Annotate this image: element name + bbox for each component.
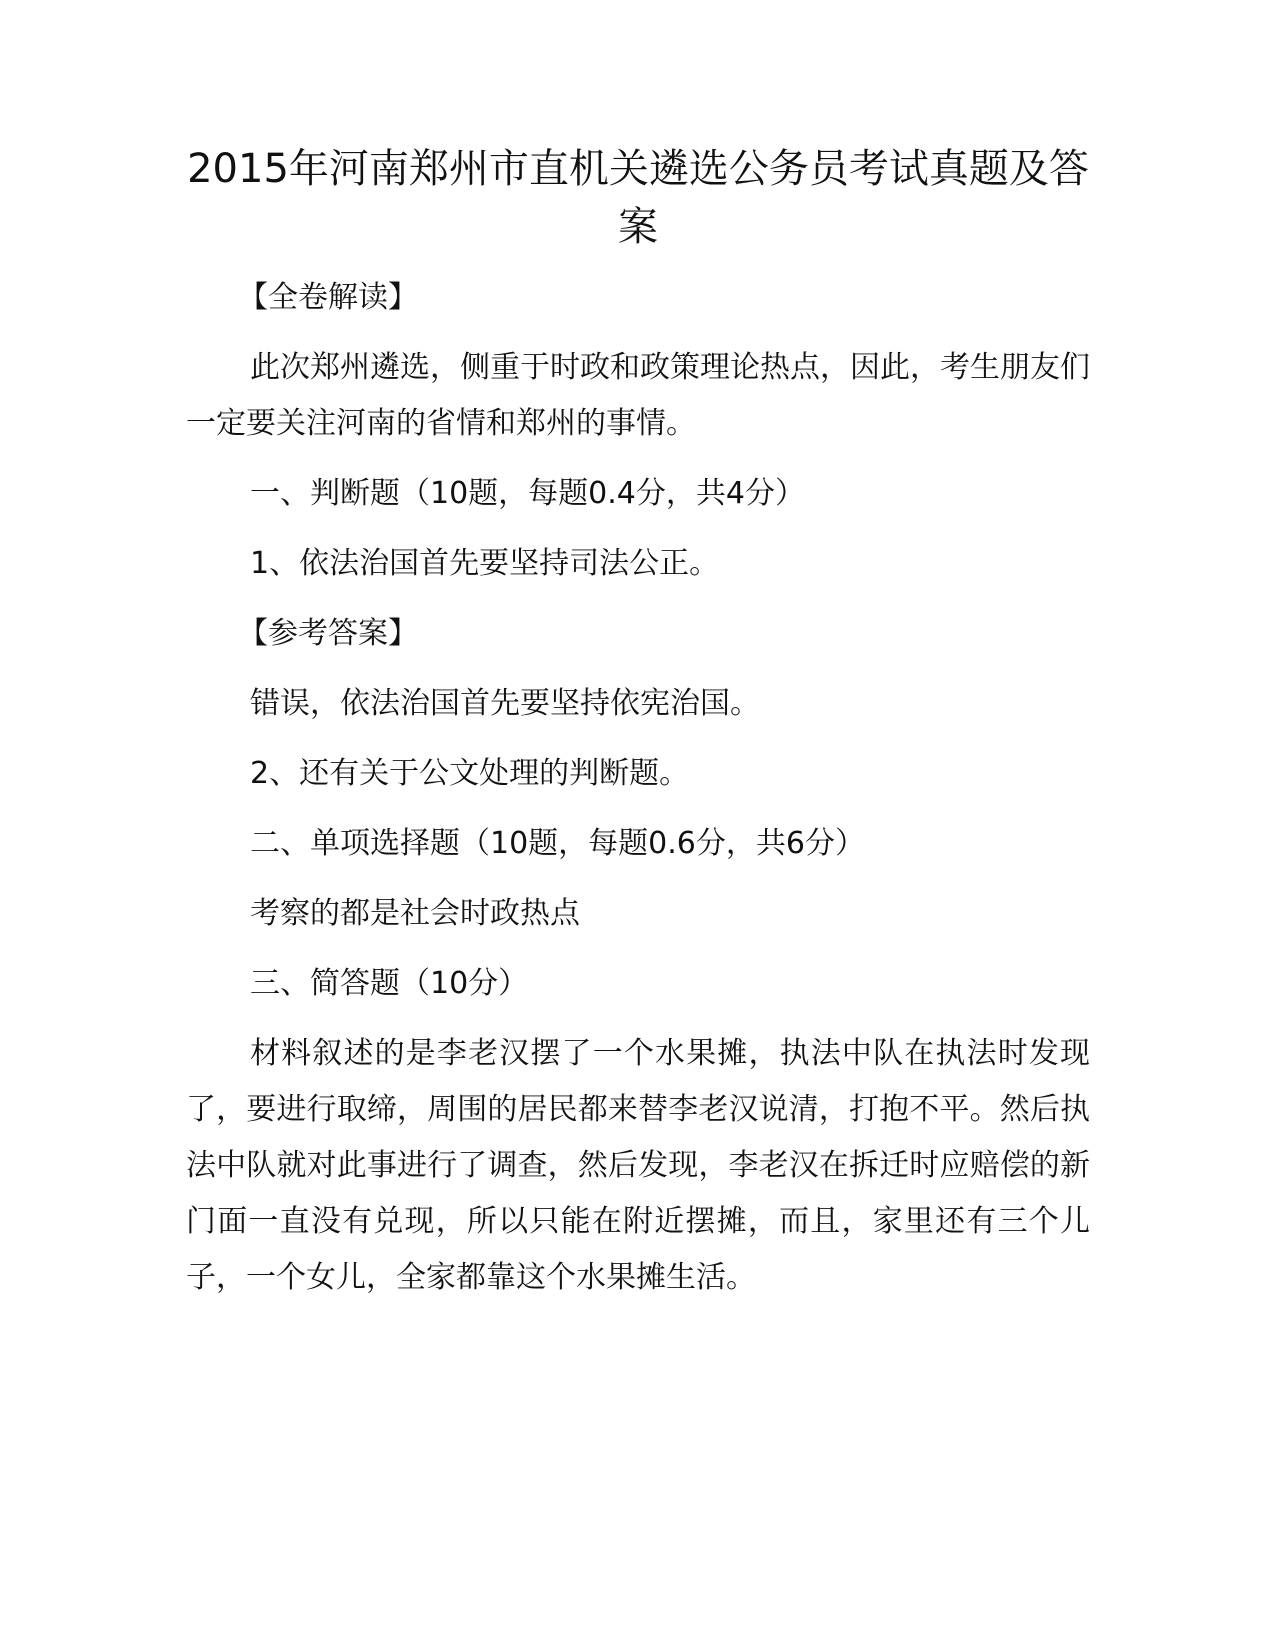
short-answer-material: 材料叙述的是李老汉摆了一个水果摊，执法中队在执法时发现了，要进行取缔，周围的居民都来替李老汉说清，打抱不平。然后执法中队就对此事进行了调查，然后发现，李老汉在拆迁时应赔偿的新门面一直没有兑现，所以只能在附近摆摊，而且，家里还有三个儿子，一个女儿，全家都靠这个水果摊生活。: [186, 1036, 1090, 1295]
section-heading-overview: 【全卷解读】: [238, 280, 418, 315]
document-page: [186, 140, 1090, 1320]
document-title: 2015年河南郑州市直机关遴选公务员考试真题及答案: [187, 146, 1089, 250]
section-heading-single-choice: 二、单项选择题（10题，每题0.6分，共6分）: [250, 826, 865, 861]
overview-paragraph: 此次郑州遴选，侧重于时政和政策理论热点，因此，考生朋友们一定要关注河南的省情和郑州的事情。: [186, 350, 1090, 441]
answer-1: 错误，依法治国首先要坚持依宪治国。: [250, 686, 760, 721]
section-heading-short-answer: 三、简答题（10分）: [250, 966, 529, 1001]
reference-answer-heading: 【参考答案】: [238, 616, 418, 651]
question-1: 1、依法治国首先要坚持司法公正。: [250, 546, 720, 581]
section-heading-true-false: 一、判断题（10题，每题0.4分，共4分）: [250, 476, 805, 511]
question-2: 2、还有关于公文处理的判断题。: [250, 756, 690, 791]
single-choice-note: 考察的都是社会时政热点: [250, 896, 580, 931]
